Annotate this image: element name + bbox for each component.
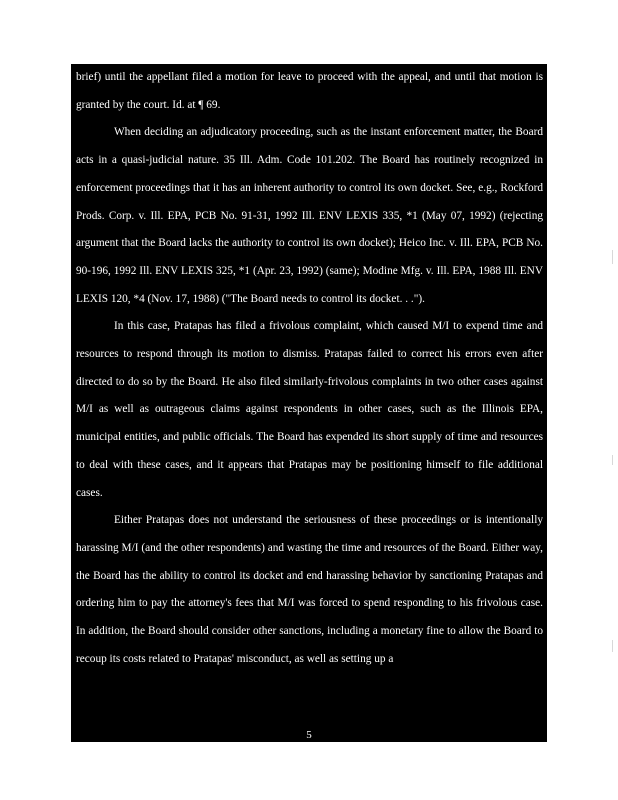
paragraph-4: Either Pratapas does not understand the seriousness of these proceedings or is intentionally harassing M/I (and the other respondents) and wasting the time and resources of the Board. Either way, the Board has the ability to control its docket and end harassing behavior by sanctioning Pratapas and ordering him to pay the attorney's fees that M/I was forced to spend responding to his frivolous case. In addition, the Board should consider other sanctions, including a monetary fine to allow the Board to recoup its costs related to Pratapas' misconduct, as well as setting up a — [76, 514, 543, 665]
scanned-page-body — [71, 64, 547, 742]
scan-edge-mark — [612, 250, 613, 264]
page-number: 5 — [306, 729, 312, 741]
paragraph-3: In this case, Pratapas has filed a frivolous complaint, which caused M/I to expend time and resources to respond through its motion to dismiss. Pratapas failed to correct his errors even after directed to do so by the Board. He also filed similarly-frivolous complaints in two other cases against M/I as well as outrageous claims against respondents in other cases, such as the Illinois EPA, municipal entities, and public officials. The Board has expended its short supply of time and resources to deal with these cases, and it appears that Pratapas may be positioning himself to file additional cases. — [76, 320, 543, 499]
paragraph-1: brief) until the appellant filed a motion for leave to proceed with the appeal, and until that motion is granted by the court. Id. at ¶ 69. — [76, 71, 543, 111]
scan-edge-mark — [612, 640, 613, 652]
scan-edge-mark — [612, 455, 613, 465]
body-text — [76, 64, 543, 673]
paragraph-2: When deciding an adjudicatory proceeding, such as the instant enforcement matter, the Board acts in a quasi-judicial nature. 35 Ill. Adm. Code 101.202. The Board has routinely recognized in enforcement proceedings that it has an inherent authority to control its own docket. See, e.g., Rockford Prods. Corp. v. Ill. EPA, PCB No. 91-31, 1992 Ill. ENV LEXIS 335, *1 (May 07, 1992) (rejecting argument that the Board lacks the authority to control its own docket); Heico Inc. v. Ill. EPA, PCB No. 90-196, 1992 Ill. ENV LEXIS 325, *1 (Apr. 23, 1992) (same); Modine Mfg. v. Ill. EPA, 1988 Ill. ENV LEXIS 120, *4 (Nov. 17, 1988) ("The Board needs to control its docket. . ."). — [76, 126, 543, 305]
